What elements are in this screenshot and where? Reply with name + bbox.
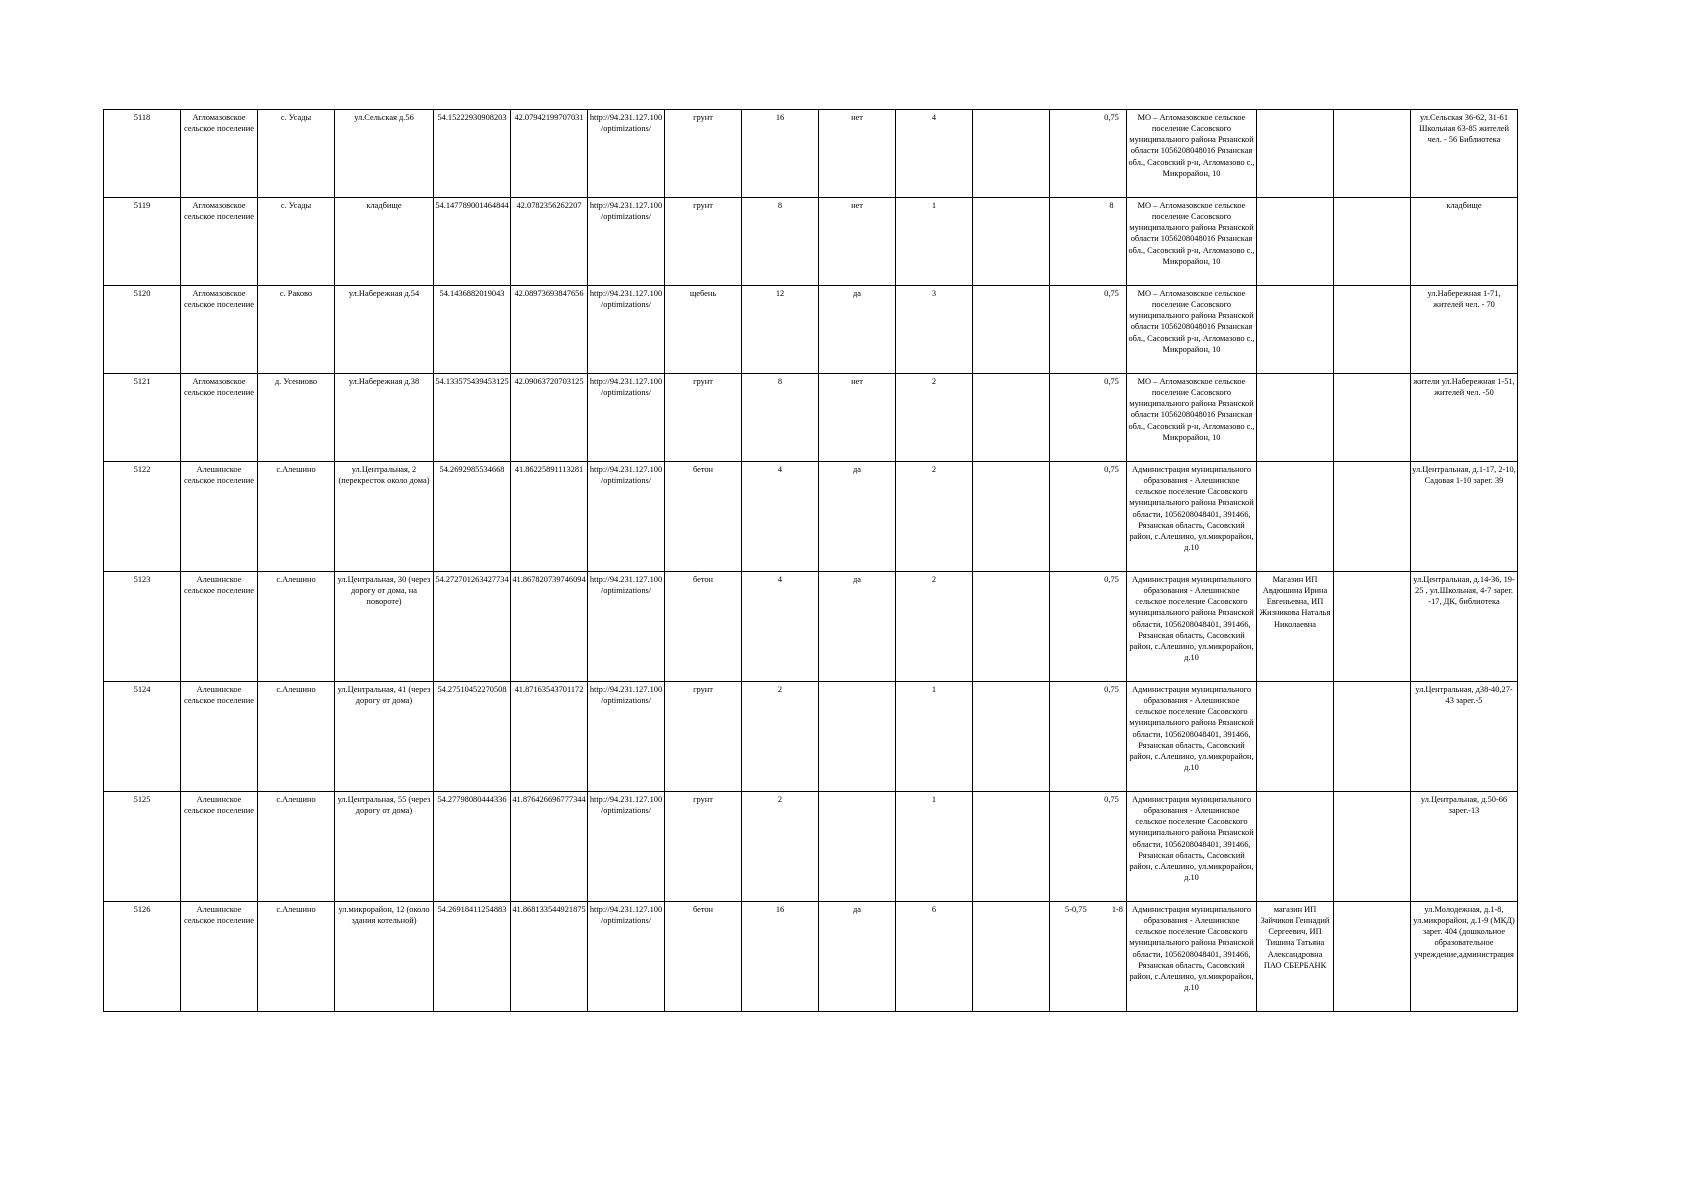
settlement-cell: Алешинское сельское поселение	[181, 462, 258, 572]
table-row	[104, 198, 1518, 286]
empty-cell	[973, 198, 1050, 286]
fence-cell: нет	[819, 374, 896, 462]
settlement-cell: Агломазовское сельское поселение	[181, 286, 258, 374]
id-cell: 5123	[104, 572, 181, 682]
empty-cell	[973, 572, 1050, 682]
containers-count-cell: 1	[896, 198, 973, 286]
locality-cell: с.Алешино	[258, 902, 335, 1012]
surface-cell: грунт	[665, 198, 742, 286]
area-cell: 4	[742, 462, 819, 572]
settlement-cell: Алешинское сельское поселение	[181, 572, 258, 682]
settlement-cell: Алешинское сельское поселение	[181, 682, 258, 792]
container-volume-cell: 0,75	[1050, 572, 1127, 682]
longitude-cell: 42.0782356262207	[511, 198, 588, 286]
fence-cell	[819, 792, 896, 902]
latitude-cell: 54.147789001464844	[434, 198, 511, 286]
container-volume-cell: 0,75	[1050, 374, 1127, 462]
served-objects-cell: ул.Молодежная, д.1-8, ул.микрорайон, д.1-9 (МКД) зарег. 404 (дошкольное образовательное учреждение,администрация	[1411, 902, 1518, 1012]
container-volume-value: 5-0,75	[1065, 905, 1087, 914]
longitude-cell: 41.87163543701172	[511, 682, 588, 792]
waste-sources-cell: магазин ИП Зайчиков Геннадий Сергеевич, ИП Тишина Татьяна Александровна ПАО СБЕРБАНК	[1257, 902, 1334, 1012]
longitude-cell: 42.09063720703125	[511, 374, 588, 462]
map-link-cell: http://94.231.127.100/optimizations/	[588, 198, 665, 286]
surface-cell: грунт	[665, 374, 742, 462]
locality-cell: с. Раково	[258, 286, 335, 374]
latitude-cell: 54.272701263427734	[434, 572, 511, 682]
owner-cell: МО – Агломазовское сельское поселение Сасовского муниципального района Рязанской области 1056208048016 Рязанская обл., Сасовский р-н, Агломазово с., Микрорайон, 10	[1127, 374, 1257, 462]
longitude-cell: 42.07942199707031	[511, 110, 588, 198]
surface-cell: бетон	[665, 572, 742, 682]
id-cell: 5124	[104, 682, 181, 792]
settlement-cell: Агломазовское сельское поселение	[181, 198, 258, 286]
served-objects-cell: ул.Набережная 1-71, жителей чел. - 70	[1411, 286, 1518, 374]
served-objects-cell: ул.Центральная, д.1-17, 2-10, Садовая 1-10 зарег. 39	[1411, 462, 1518, 572]
longitude-cell: 42.08973693847656	[511, 286, 588, 374]
map-link-cell: http://94.231.127.100/optimizations/	[588, 374, 665, 462]
fence-cell: нет	[819, 110, 896, 198]
owner-cell: Администрация муниципального образования - Алешинское сельское поселение Сасовского муниципального района Рязанской области, 1056208048401, 391466, Рязанская область, Сасовский район, с.Алешино, ул.микрорайон, д.10	[1127, 572, 1257, 682]
locality-cell: с.Алешино	[258, 462, 335, 572]
id-cell: 5122	[104, 462, 181, 572]
empty-cell	[973, 682, 1050, 792]
empty-cell	[973, 374, 1050, 462]
empty-cell	[1334, 902, 1411, 1012]
longitude-cell: 41.868133544921875	[511, 902, 588, 1012]
table-row	[104, 462, 1518, 572]
empty-cell	[1334, 286, 1411, 374]
owner-cell: МО – Агломазовское сельское поселение Сасовского муниципального района Рязанской области 1056208048016 Рязанская обл., Сасовский р-н, Агломазово с., Микрорайон, 10	[1127, 286, 1257, 374]
container-volume-cell: 0,75	[1050, 110, 1127, 198]
locality-cell: с. Усады	[258, 110, 335, 198]
containers-count-cell: 3	[896, 286, 973, 374]
owner-cell: Администрация муниципального образования - Алешинское сельское поселение Сасовского муниципального района Рязанской области, 1056208048401, 391466, Рязанская область, Сасовский район, с.Алешино, ул.микрорайон, д.10	[1127, 462, 1257, 572]
fence-cell: да	[819, 286, 896, 374]
area-cell: 8	[742, 374, 819, 462]
waste-sources-cell	[1257, 682, 1334, 792]
id-cell: 5118	[104, 110, 181, 198]
owner-cell: Администрация муниципального образования - Алешинское сельское поселение Сасовского муниципального района Рязанской области, 1056208048401, 391466, Рязанская область, Сасовский район, с.Алешино, ул.микрорайон, д.10	[1127, 682, 1257, 792]
served-objects-cell: жители ул.Набережная 1-51, жителей чел. -50	[1411, 374, 1518, 462]
settlement-cell: Алешинское сельское поселение	[181, 902, 258, 1012]
locality-cell: д. Усениово	[258, 374, 335, 462]
owner-cell: Администрация муниципального образования - Алешинское сельское поселение Сасовского муниципального района Рязанской области, 1056208048401, 391466, Рязанская область, Сасовский район, с.Алешино, ул.микрорайон, д.10	[1127, 902, 1257, 1012]
containers-count-cell: 4	[896, 110, 973, 198]
waste-sources-cell	[1257, 198, 1334, 286]
area-cell: 2	[742, 792, 819, 902]
container-volume-cell: 0,75	[1050, 682, 1127, 792]
waste-sources-cell	[1257, 374, 1334, 462]
empty-cell	[1334, 462, 1411, 572]
owner-cell: МО – Агломазовское сельское поселение Сасовского муниципального района Рязанской области 1056208048016 Рязанская обл., Сасовский р-н, Агломазово с., Микрорайон, 10	[1127, 110, 1257, 198]
address-cell: ул.Центральная, 2 (перекресток около дома)	[335, 462, 434, 572]
fence-cell: да	[819, 462, 896, 572]
map-link-cell: http://94.231.127.100/optimizations/	[588, 792, 665, 902]
containers-count-cell: 2	[896, 374, 973, 462]
fence-cell: нет	[819, 198, 896, 286]
latitude-cell: 54.27798080444336	[434, 792, 511, 902]
empty-cell	[1334, 792, 1411, 902]
owner-cell: МО – Агломазовское сельское поселение Сасовского муниципального района Рязанской области 1056208048016 Рязанская обл., Сасовский р-н, Агломазово с., Микрорайон, 10	[1127, 198, 1257, 286]
table-row	[104, 902, 1518, 1012]
locality-cell: с.Алешино	[258, 572, 335, 682]
empty-cell	[973, 792, 1050, 902]
locality-cell: с.Алешино	[258, 682, 335, 792]
latitude-cell: 54.15222930908203	[434, 110, 511, 198]
container-volume-extra: 1-8	[1111, 905, 1123, 914]
address-cell: ул.Центральная, 30 (через дорогу от дома, на повороте)	[335, 572, 434, 682]
fence-cell	[819, 682, 896, 792]
container-volume-cell	[1050, 902, 1127, 1012]
area-cell: 2	[742, 682, 819, 792]
address-cell: ул.Набережная д.38	[335, 374, 434, 462]
map-link-cell: http://94.231.127.100/optimizations/	[588, 462, 665, 572]
container-volume-cell: 0,75	[1050, 792, 1127, 902]
address-cell: ул.Набережная д.54	[335, 286, 434, 374]
empty-cell	[1334, 110, 1411, 198]
empty-cell	[1334, 572, 1411, 682]
container-volume-cell: 0,75	[1050, 286, 1127, 374]
fence-cell: да	[819, 572, 896, 682]
containers-count-cell: 2	[896, 462, 973, 572]
containers-count-cell: 1	[896, 682, 973, 792]
owner-cell: Администрация муниципального образования - Алешинское сельское поселение Сасовского муниципального района Рязанской области, 1056208048401, 391466, Рязанская область, Сасовский район, с.Алешино, ул.микрорайон, д.10	[1127, 792, 1257, 902]
surface-cell: бетон	[665, 902, 742, 1012]
id-cell: 5121	[104, 374, 181, 462]
waste-sources-cell	[1257, 286, 1334, 374]
address-cell: кладбище	[335, 198, 434, 286]
surface-cell: грунт	[665, 110, 742, 198]
settlement-cell: Алешинское сельское поселение	[181, 792, 258, 902]
longitude-cell: 41.86225891113281	[511, 462, 588, 572]
table-row	[104, 374, 1518, 462]
empty-cell	[973, 902, 1050, 1012]
containers-count-cell: 2	[896, 572, 973, 682]
surface-cell: бетон	[665, 462, 742, 572]
address-cell: ул.Сельская д.56	[335, 110, 434, 198]
settlement-cell: Агломазовское сельское поселение	[181, 110, 258, 198]
empty-cell	[1334, 682, 1411, 792]
address-cell: ул.микрорайон, 12 (около здания котельной)	[335, 902, 434, 1012]
waste-sources-cell	[1257, 792, 1334, 902]
latitude-cell: 54.1436882019043	[434, 286, 511, 374]
containers-count-cell: 1	[896, 792, 973, 902]
served-objects-cell: ул.Центральная, д38-40,27-43 зарег.-5	[1411, 682, 1518, 792]
empty-cell	[973, 110, 1050, 198]
settlement-cell: Агломазовское сельское поселение	[181, 374, 258, 462]
served-objects-cell: ул.Центральная, д.14-36, 19-25 , ул.Школьная, 4-7 зарег. -17, ДК, библиотека	[1411, 572, 1518, 682]
waste-sources-cell	[1257, 110, 1334, 198]
table-row	[104, 110, 1518, 198]
address-cell: ул.Центральная, 55 (через дорогу от дома)	[335, 792, 434, 902]
id-cell: 5120	[104, 286, 181, 374]
table-row	[104, 682, 1518, 792]
surface-cell: грунт	[665, 792, 742, 902]
map-link-cell: http://94.231.127.100/optimizations/	[588, 110, 665, 198]
locality-cell: с. Усады	[258, 198, 335, 286]
surface-cell: грунт	[665, 682, 742, 792]
waste-sources-cell	[1257, 462, 1334, 572]
empty-cell	[1334, 198, 1411, 286]
table-body	[104, 110, 1518, 1012]
waste-sites-table	[103, 109, 1518, 1012]
table-row	[104, 286, 1518, 374]
empty-cell	[973, 462, 1050, 572]
latitude-cell: 54.27510452270508	[434, 682, 511, 792]
served-objects-cell: ул.Центральная, д.50-66 зарег.-13	[1411, 792, 1518, 902]
locality-cell: с.Алешино	[258, 792, 335, 902]
container-volume-cell: 8	[1050, 198, 1127, 286]
map-link-cell: http://94.231.127.100/optimizations/	[588, 902, 665, 1012]
area-cell: 12	[742, 286, 819, 374]
id-cell: 5125	[104, 792, 181, 902]
id-cell: 5126	[104, 902, 181, 1012]
fence-cell: да	[819, 902, 896, 1012]
longitude-cell: 41.867820739746094	[511, 572, 588, 682]
containers-count-cell: 6	[896, 902, 973, 1012]
served-objects-cell: кладбище	[1411, 198, 1518, 286]
longitude-cell: 41.876426696777344	[511, 792, 588, 902]
empty-cell	[973, 286, 1050, 374]
id-cell: 5119	[104, 198, 181, 286]
area-cell: 4	[742, 572, 819, 682]
map-link-cell: http://94.231.127.100/optimizations/	[588, 682, 665, 792]
latitude-cell: 54.133575439453125	[434, 374, 511, 462]
map-link-cell: http://94.231.127.100/optimizations/	[588, 572, 665, 682]
area-cell: 8	[742, 198, 819, 286]
latitude-cell: 54.26918411254883	[434, 902, 511, 1012]
served-objects-cell: ул.Сельская 36-62, 31-61 Школьная 63-85 жителей чел. - 56 Библиотека	[1411, 110, 1518, 198]
empty-cell	[1334, 374, 1411, 462]
area-cell: 16	[742, 902, 819, 1012]
table-row	[104, 792, 1518, 902]
table-row	[104, 572, 1518, 682]
area-cell: 16	[742, 110, 819, 198]
map-link-cell: http://94.231.127.100/optimizations/	[588, 286, 665, 374]
latitude-cell: 54.2692985534668	[434, 462, 511, 572]
waste-sources-cell: Магазин ИП Авдюшина Ирина Евгеньевна, ИП Жизникова Наталья Николаевна	[1257, 572, 1334, 682]
container-volume-cell: 0,75	[1050, 462, 1127, 572]
surface-cell: щебень	[665, 286, 742, 374]
address-cell: ул.Центральная, 41 (через дорогу от дома)	[335, 682, 434, 792]
